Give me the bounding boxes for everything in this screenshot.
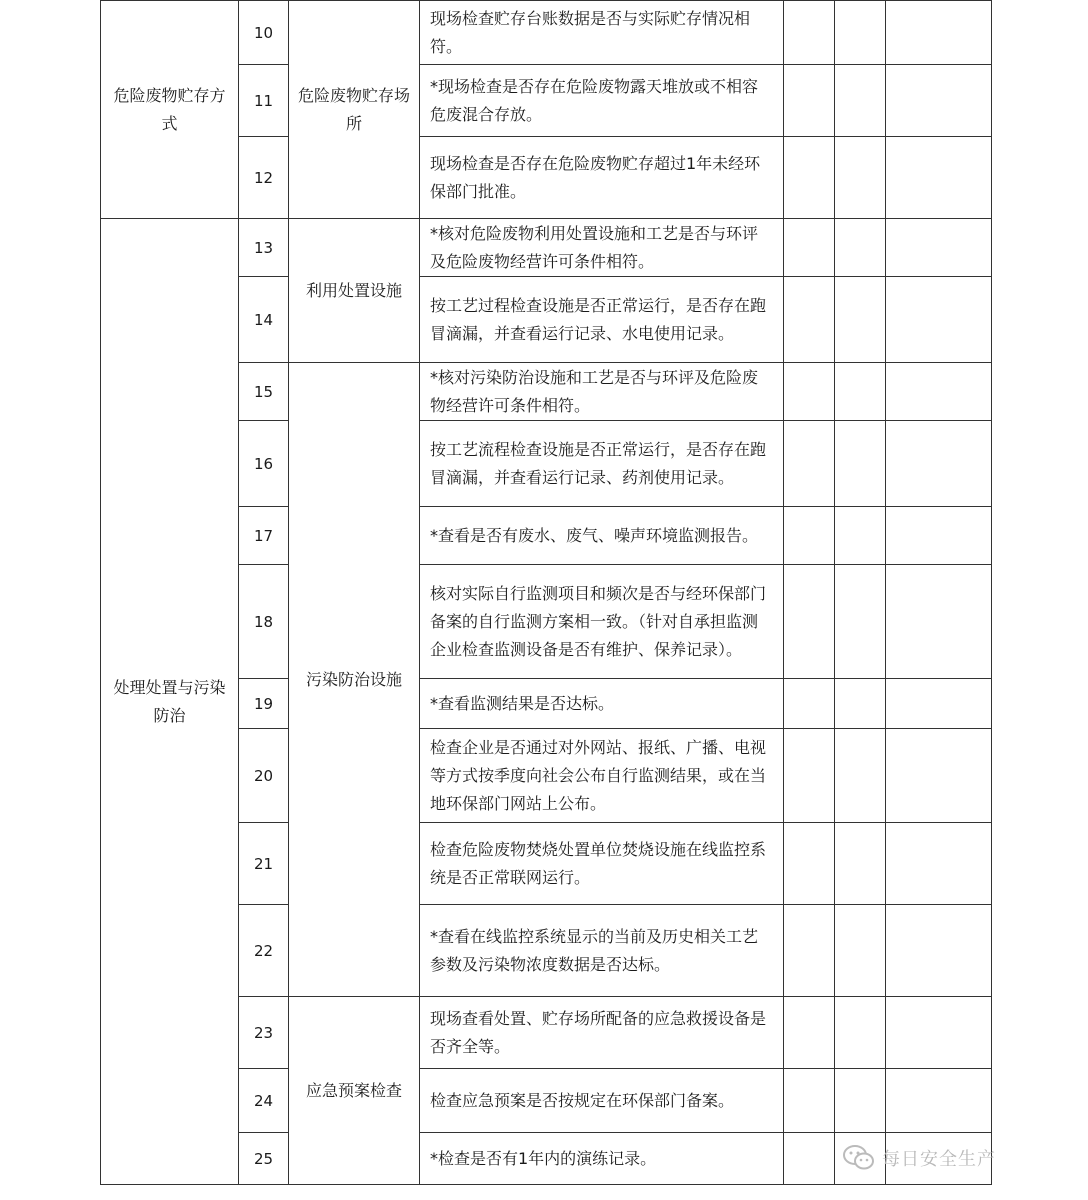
requirement-text: *现场检查是否存在危险废物露天堆放或不相容危废混合存放。	[420, 65, 784, 137]
row-number: 16	[239, 421, 289, 507]
check-cell-b	[835, 65, 886, 137]
requirement-text: 检查应急预案是否按规定在环保部门备案。	[420, 1069, 784, 1133]
requirement-text: 按工艺流程检查设施是否正常运行，是否存在跑冒滴漏，并查看运行记录、药剂使用记录。	[420, 421, 784, 507]
check-cell-a	[784, 565, 835, 679]
requirement-text: *核对危险废物利用处置设施和工艺是否与环评及危险废物经营许可条件相符。	[420, 219, 784, 277]
check-cell-b	[835, 277, 886, 363]
watermark-text: 每日安全生产	[882, 1149, 996, 1170]
row-number: 12	[239, 137, 289, 219]
check-cell-a	[784, 679, 835, 729]
check-cell-b	[835, 729, 886, 823]
check-cell-a	[784, 997, 835, 1069]
check-cell-a	[784, 1069, 835, 1133]
check-cell-b	[835, 823, 886, 905]
check-cell-a	[784, 137, 835, 219]
requirement-text: 核对实际自行监测项目和频次是否与经环保部门备案的自行监测方案相一致。（针对自承担监测企业检查监测设备是否有维护、保养记录）。	[420, 565, 784, 679]
row-number: 22	[239, 905, 289, 997]
row-number: 25	[239, 1133, 289, 1185]
watermark	[842, 1140, 996, 1176]
remark-cell	[886, 137, 992, 219]
check-cell-b	[835, 219, 886, 277]
requirement-text: *查看是否有废水、废气、噪声环境监测报告。	[420, 507, 784, 565]
remark-cell	[886, 363, 992, 421]
check-cell-a	[784, 219, 835, 277]
check-cell-b	[835, 905, 886, 997]
row-number: 21	[239, 823, 289, 905]
row-number: 15	[239, 363, 289, 421]
check-cell-a	[784, 277, 835, 363]
requirement-text: 按工艺过程检查设施是否正常运行，是否存在跑冒滴漏，并查看运行记录、水电使用记录。	[420, 277, 784, 363]
remark-cell	[886, 1, 992, 65]
row-number: 23	[239, 997, 289, 1069]
check-cell-b	[835, 363, 886, 421]
requirement-text: 现场查看处置、贮存场所配备的应急救援设备是否齐全等。	[420, 997, 784, 1069]
requirement-text: *核对污染防治设施和工艺是否与环评及危险废物经营许可条件相符。	[420, 363, 784, 421]
category-cell-treatment: 处理处置与污染防治	[101, 219, 239, 1185]
remark-cell	[886, 679, 992, 729]
row-number: 24	[239, 1069, 289, 1133]
check-cell-a	[784, 729, 835, 823]
row-number: 20	[239, 729, 289, 823]
check-cell-b	[835, 1069, 886, 1133]
row-number: 10	[239, 1, 289, 65]
check-cell-a	[784, 823, 835, 905]
check-cell-a	[784, 65, 835, 137]
check-cell-b	[835, 679, 886, 729]
remark-cell	[886, 219, 992, 277]
requirement-text: *查看在线监控系统显示的当前及历史相关工艺参数及污染物浓度数据是否达标。	[420, 905, 784, 997]
inspection-checklist-table	[100, 0, 992, 1185]
requirement-text: 检查企业是否通过对外网站、报纸、广播、电视等方式按季度向社会公布自行监测结果，或在当地环保部门网站上公布。	[420, 729, 784, 823]
wechat-logo-icon	[842, 1143, 876, 1173]
remark-cell	[886, 65, 992, 137]
remark-cell	[886, 277, 992, 363]
subcategory-cell-pollution-control: 污染防治设施	[289, 363, 420, 997]
requirement-text: 现场检查是否存在危险废物贮存超过1年未经环保部门批准。	[420, 137, 784, 219]
row-number: 19	[239, 679, 289, 729]
remark-cell	[886, 905, 992, 997]
table-row	[101, 219, 992, 277]
row-number: 18	[239, 565, 289, 679]
remark-cell	[886, 421, 992, 507]
requirement-text: *查看监测结果是否达标。	[420, 679, 784, 729]
check-cell-a	[784, 1, 835, 65]
check-cell-b	[835, 1, 886, 65]
check-cell-a	[784, 507, 835, 565]
remark-cell	[886, 1069, 992, 1133]
subcategory-cell-disposal-facility: 利用处置设施	[289, 219, 420, 363]
check-cell-a	[784, 363, 835, 421]
subcategory-cell-emergency-plan: 应急预案检查	[289, 997, 420, 1185]
category-cell-storage: 危险废物贮存方式	[101, 1, 239, 219]
row-number: 17	[239, 507, 289, 565]
requirement-text: 现场检查贮存台账数据是否与实际贮存情况相符。	[420, 1, 784, 65]
remark-cell	[886, 729, 992, 823]
requirement-text: *检查是否有1年内的演练记录。	[420, 1133, 784, 1185]
remark-cell	[886, 823, 992, 905]
remark-cell	[886, 507, 992, 565]
requirement-text: 检查危险废物焚烧处置单位焚烧设施在线监控系统是否正常联网运行。	[420, 823, 784, 905]
inspection-table-container	[100, 0, 992, 1185]
subcategory-cell-storage-site: 危险废物贮存场所	[289, 1, 420, 219]
check-cell-a	[784, 905, 835, 997]
remark-cell	[886, 997, 992, 1069]
table-row	[101, 1, 992, 65]
row-number: 11	[239, 65, 289, 137]
row-number: 13	[239, 219, 289, 277]
remark-cell	[886, 565, 992, 679]
row-number: 14	[239, 277, 289, 363]
check-cell-b	[835, 421, 886, 507]
check-cell-a	[784, 421, 835, 507]
check-cell-b	[835, 565, 886, 679]
check-cell-b	[835, 507, 886, 565]
check-cell-b	[835, 137, 886, 219]
check-cell-a	[784, 1133, 835, 1185]
check-cell-b	[835, 997, 886, 1069]
